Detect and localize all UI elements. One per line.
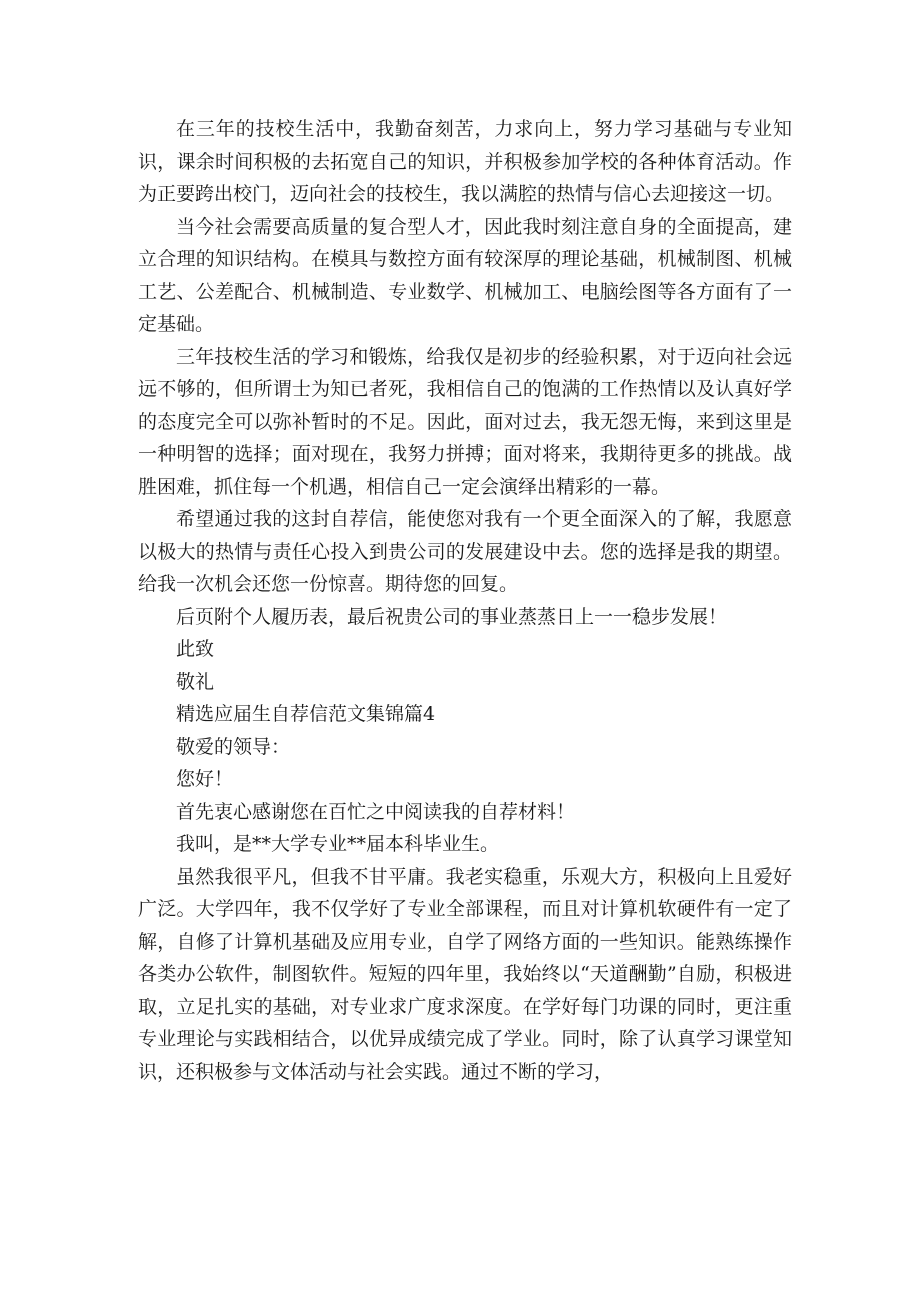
line-greeting-hello: 您好！ (176, 768, 234, 790)
paragraph-hope: 希望通过我的这封自荐信，能使您对我有一个更全面深入的了解，我愿意以极大的热情与责任心投入到贵公司的发展建设中去。您的选择是我的期望。给我一次机会还您一份惊喜。期待您的回复。 (138, 508, 792, 595)
paragraph-study-life: 在三年的技校生活中，我勤奋刻苦，力求向上，努力学习基础与专业知识，课余时间积极的去拓宽自己的知识，并积极参加学校的各种体育活动。作为正要跨出校门，迈向社会的技校生，我以满腔的热情与信心去迎接这一切。 (138, 118, 792, 205)
line-greeting-leader: 敬爱的领导： (176, 735, 291, 758)
section-heading: 精选应届生自荐信范文集锦篇4 (176, 703, 436, 725)
line-thanks: 首先衷心感谢您在百忙之中阅读我的自荐材料！ (176, 800, 576, 823)
paragraph-self-description: 虽然我很平凡，但我不甘平庸。我老实稳重，乐观大方，积极向上且爱好广泛。大学四年，我不仅学好了专业全部课程，而且对计算机软硬件有一定了解，自修了计算机基础及应用专业，自学了网络方面的一些知识。能熟练操作各类办公软件，制图软件。短短的四年里，我始终以“天道酬勤”自励，积极进取，立足扎实的基础，对专业求广度求深度。在学好每门功课的同时，更注重专业理论与实践相结合，以优异成绩完成了学业。同时，除了认真学习课堂知识，还积极参与文体活动与社会实践。通过不断的学习， (138, 865, 792, 1083)
letter-body (138, 113, 792, 1088)
paragraph-experience: 三年技校生活的学习和锻炼，给我仅是初步的经验积累，对于迈向社会远远不够的，但所谓士为知已者死，我相信自己的饱满的工作热情以及认真好学的态度完全可以弥补暂时的不足。因此，面对过去，我无怨无悔，来到这里是一种明智的选择；面对现在，我努力拼搏；面对将来，我期待更多的挑战。战胜困难，抓住每一个机遇，相信自己一定会演绎出精彩的一幕。 (138, 345, 792, 498)
line-self-intro: 我叫，是**大学专业**届本科毕业生。 (176, 833, 500, 855)
line-salutation-cizhi: 此致 (176, 638, 215, 660)
line-attachment-note: 后页附个人履历表，最后祝贵公司的事业蒸蒸日上一一稳步发展！ (176, 605, 728, 628)
paragraph-knowledge-structure: 当今社会需要高质量的复合型人才，因此我时刻注意自身的全面提高，建立合理的知识结构。在模具与数控方面有较深厚的理论基础，机械制图、机械工艺、公差配合、机械制造、专业数学、机械加工、电脑绘图等各方面有了一定基础。 (138, 215, 792, 335)
line-salutation-jingli: 敬礼 (176, 670, 215, 693)
